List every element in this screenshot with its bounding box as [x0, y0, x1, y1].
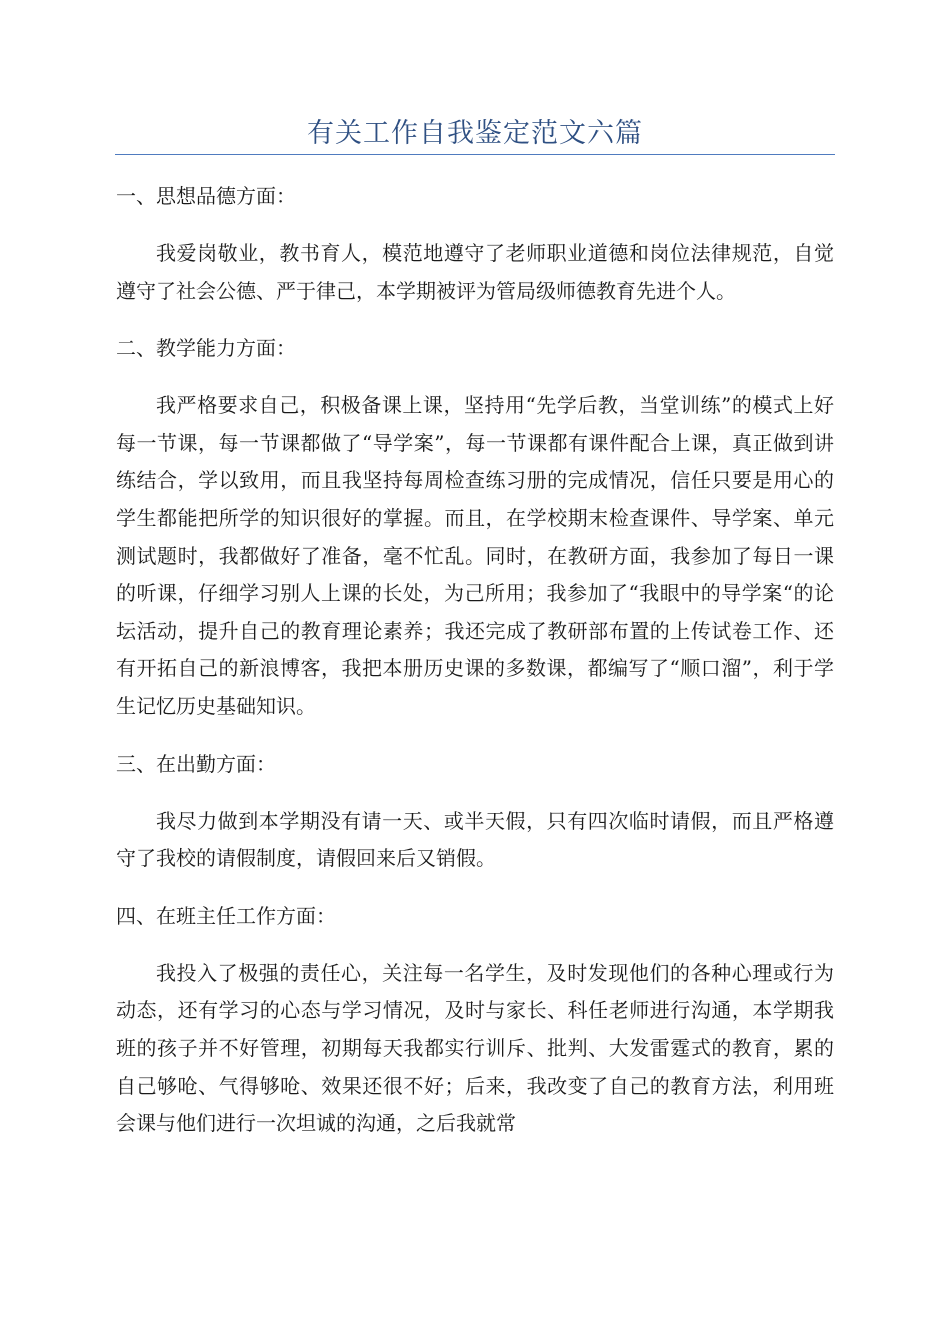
title-underline: [115, 154, 835, 155]
section-paragraph-teaching: 我严格要求自己，积极备课上课，坚持用“先学后教，当堂训练”的模式上好每一节课，每一节课都做了“导学案”，每一节课都有课件配合上课，真正做到讲练结合，学以致用，而且我坚持每周检查练习册的完成情况，信任只要是用心的学生都能把所学的知识很好的掌握。而且，在学校期末检查课件、导学案、单元测试题时，我都做好了准备，毫不忙乱。同时，在教研方面，我参加了每日一课的听课，仔细学习别人上课的长处，为己所用；我参加了“我眼中的导学案“的论坛活动，提升自己的教育理论素养；我还完成了教研部布置的上传试卷工作、还有开拓自己的新浪博客，我把本册历史课的多数课，都编写了“顺口溜”，利于学生记忆历史基础知识。: [116, 393, 834, 718]
section-paragraph-attendance: 我尽力做到本学期没有请一天、或半天假，只有四次临时请假，而且严格遵守了我校的请假制度，请假回来后又销假。: [116, 808, 834, 871]
section-paragraph-morality: 我爱岗敬业，教书育人，模范地遵守了老师职业道德和岗位法律规范，自觉遵守了社会公德、严于律己，本学期被评为管局级师德教育先进个人。: [116, 241, 834, 303]
document-body: [116, 178, 834, 1163]
section-heading-class-teacher: 四、在班主任工作方面：: [116, 903, 336, 928]
section-heading-teaching: 二、教学能力方面：: [116, 336, 296, 361]
section-heading-morality: 一、思想品德方面：: [116, 184, 296, 208]
section-heading-attendance: 三、在出勤方面：: [116, 751, 276, 776]
document-title: 有关工作自我鉴定范文六篇: [307, 118, 643, 149]
section-paragraph-class-teacher: 我投入了极强的责任心，关注每一名学生，及时发现他们的各种心理或行为动态，还有学习的心态与学习情况，及时与家长、科任老师进行沟通，本学期我班的孩子并不好管理，初期每天我都实行训斥、批判、大发雷霆式的教育，累的自己够呛、气得够呛、效果还很不好；后来，我改变了自己的教育方法，利用班会课与他们进行一次坦诚的沟通，之后我就常: [116, 960, 834, 1136]
